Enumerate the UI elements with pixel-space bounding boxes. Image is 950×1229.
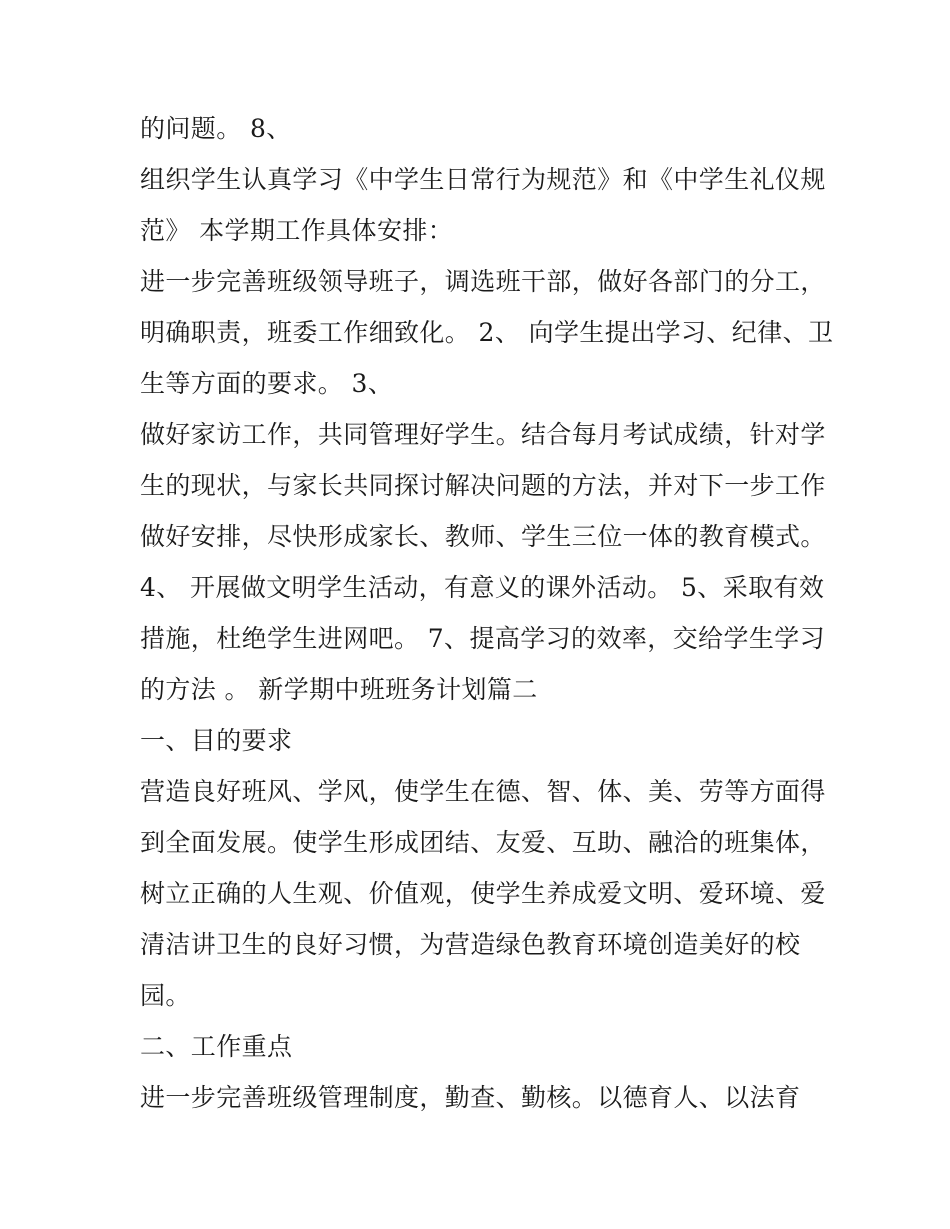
text-line: 做好安排，尽快形成家长、教师、学生三位一体的教育模式。 xyxy=(140,522,826,551)
section-heading: 一、目的要求 xyxy=(140,726,293,755)
text-line: 做好家访工作，共同管理好学生。结合每月考试成绩，针对学 xyxy=(140,420,826,449)
text-line: 组织学生认真学习《中学生日常行为规范》和《中学生礼仪规 xyxy=(140,165,826,194)
text-line: 生的现状，与家长共同探讨解决问题的方法，并对下一步工作 xyxy=(140,471,826,500)
text-line: 4、 开展做文明学生活动，有意义的课外活动。 5、采取有效 xyxy=(140,573,825,602)
text-line: 清洁讲卫生的良好习惯，为营造绿色教育环境创造美好的校 xyxy=(140,930,801,959)
text-line: 到全面发展。使学生形成团结、友爱、互助、融洽的班集体， xyxy=(140,828,826,857)
section-heading: 二、工作重点 xyxy=(140,1032,293,1061)
text-line: 的问题。 8、 xyxy=(140,114,292,143)
text-line: 营造良好班风、学风，使学生在德、智、体、美、劳等方面得 xyxy=(140,777,826,806)
text-line: 进一步完善班级管理制度，勤查、勤核。以德育人、以法育 xyxy=(140,1083,801,1112)
text-line: 生等方面的要求。 3、 xyxy=(140,369,394,398)
text-line: 的方法 。 新学期中班班务计划篇二 xyxy=(140,675,538,704)
document-body xyxy=(140,103,834,1123)
text-line: 范》 本学期工作具体安排： xyxy=(140,216,454,245)
text-line: 树立正确的人生观、价值观，使学生养成爱文明、爱环境、爱 xyxy=(140,879,826,908)
text-line: 措施，杜绝学生进网吧。 7、提高学习的效率，交给学生学习 xyxy=(140,624,826,653)
text-line: 明确职责，班委工作细致化。 2、 向学生提出学习、纪律、卫 xyxy=(140,318,834,347)
text-line: 进一步完善班级领导班子，调选班干部，做好各部门的分工， xyxy=(140,267,826,296)
text-line: 园。 xyxy=(140,981,191,1010)
